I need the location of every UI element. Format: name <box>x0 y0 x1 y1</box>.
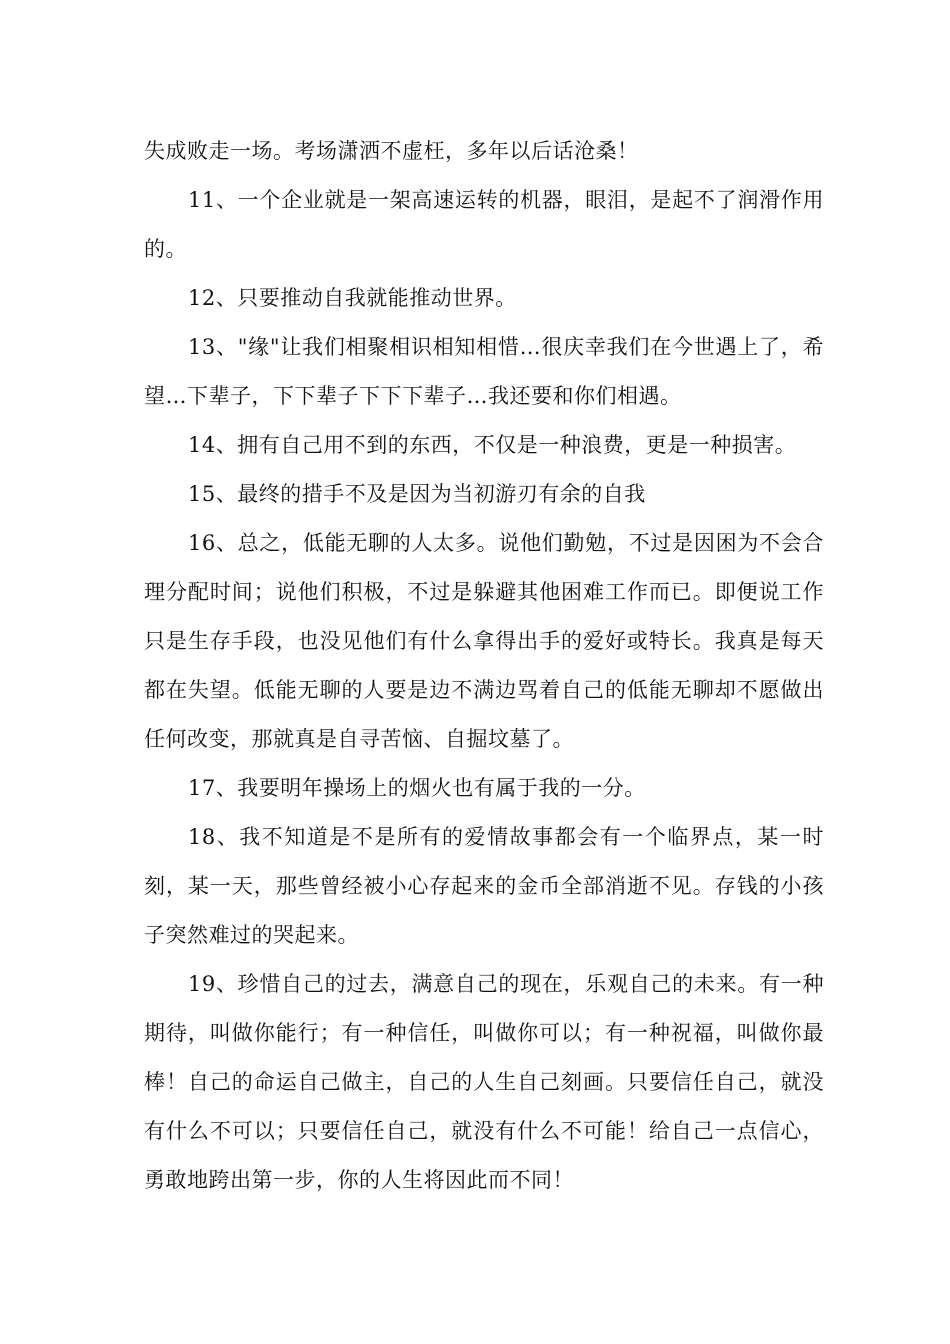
paragraph-item-15: 15、最终的措手不及是因为当初游刃有余的自我 <box>188 482 646 506</box>
document-body <box>144 127 824 1205</box>
paragraph-item-16: 16、总之，低能无聊的人太多。说他们勤勉，不过是因困为不会合理分配时间；说他们积极，不过是躲避其他困难工作而已。即便说工作只是生存手段，也没见他们有什么拿得出手的爱好或特长。我真是每天都在失望。低能无聊的人要是边不满边骂着自己的低能无聊却不愿做出任何改变，那就真是自寻苦恼、自掘坟墓了。 <box>144 531 824 751</box>
paragraph-item-14: 14、拥有自己用不到的东西，不仅是一种浪费，更是一种损害。 <box>188 433 797 457</box>
paragraph-item-13: 13、"缘"让我们相聚相识相知相惜…很庆幸我们在今世遇上了，希望…下辈子，下下辈子下下下辈子…我还要和你们相遇。 <box>144 335 824 408</box>
paragraph-item-17: 17、我要明年操场上的烟火也有属于我的一分。 <box>188 776 646 800</box>
paragraph-item-12: 12、只要推动自我就能推动世界。 <box>188 286 517 310</box>
paragraph-item-11: 11、一个企业就是一架高速运转的机器，眼泪，是起不了润滑作用的。 <box>144 188 824 261</box>
paragraph-item-19: 19、珍惜自己的过去，满意自己的现在，乐观自己的未来。有一种期待，叫做你能行；有一种信任，叫做你可以；有一种祝福，叫做你最棒！自己的命运自己做主，自己的人生自己刻画。只要信任自己，就没有什么不可以；只要信任自己，就没有什么不可能！给自己一点信心，勇敢地跨出第一步，你的人生将因此而不同！ <box>144 972 824 1192</box>
paragraph-continuation: 失成败走一场。考场潇洒不虚枉，多年以后话沧桑！ <box>144 139 639 163</box>
paragraph-item-18: 18、我不知道是不是所有的爱情故事都会有一个临界点，某一时刻，某一天，那些曾经被小心存起来的金币全部消逝不见。存钱的小孩子突然难过的哭起来。 <box>144 825 824 947</box>
